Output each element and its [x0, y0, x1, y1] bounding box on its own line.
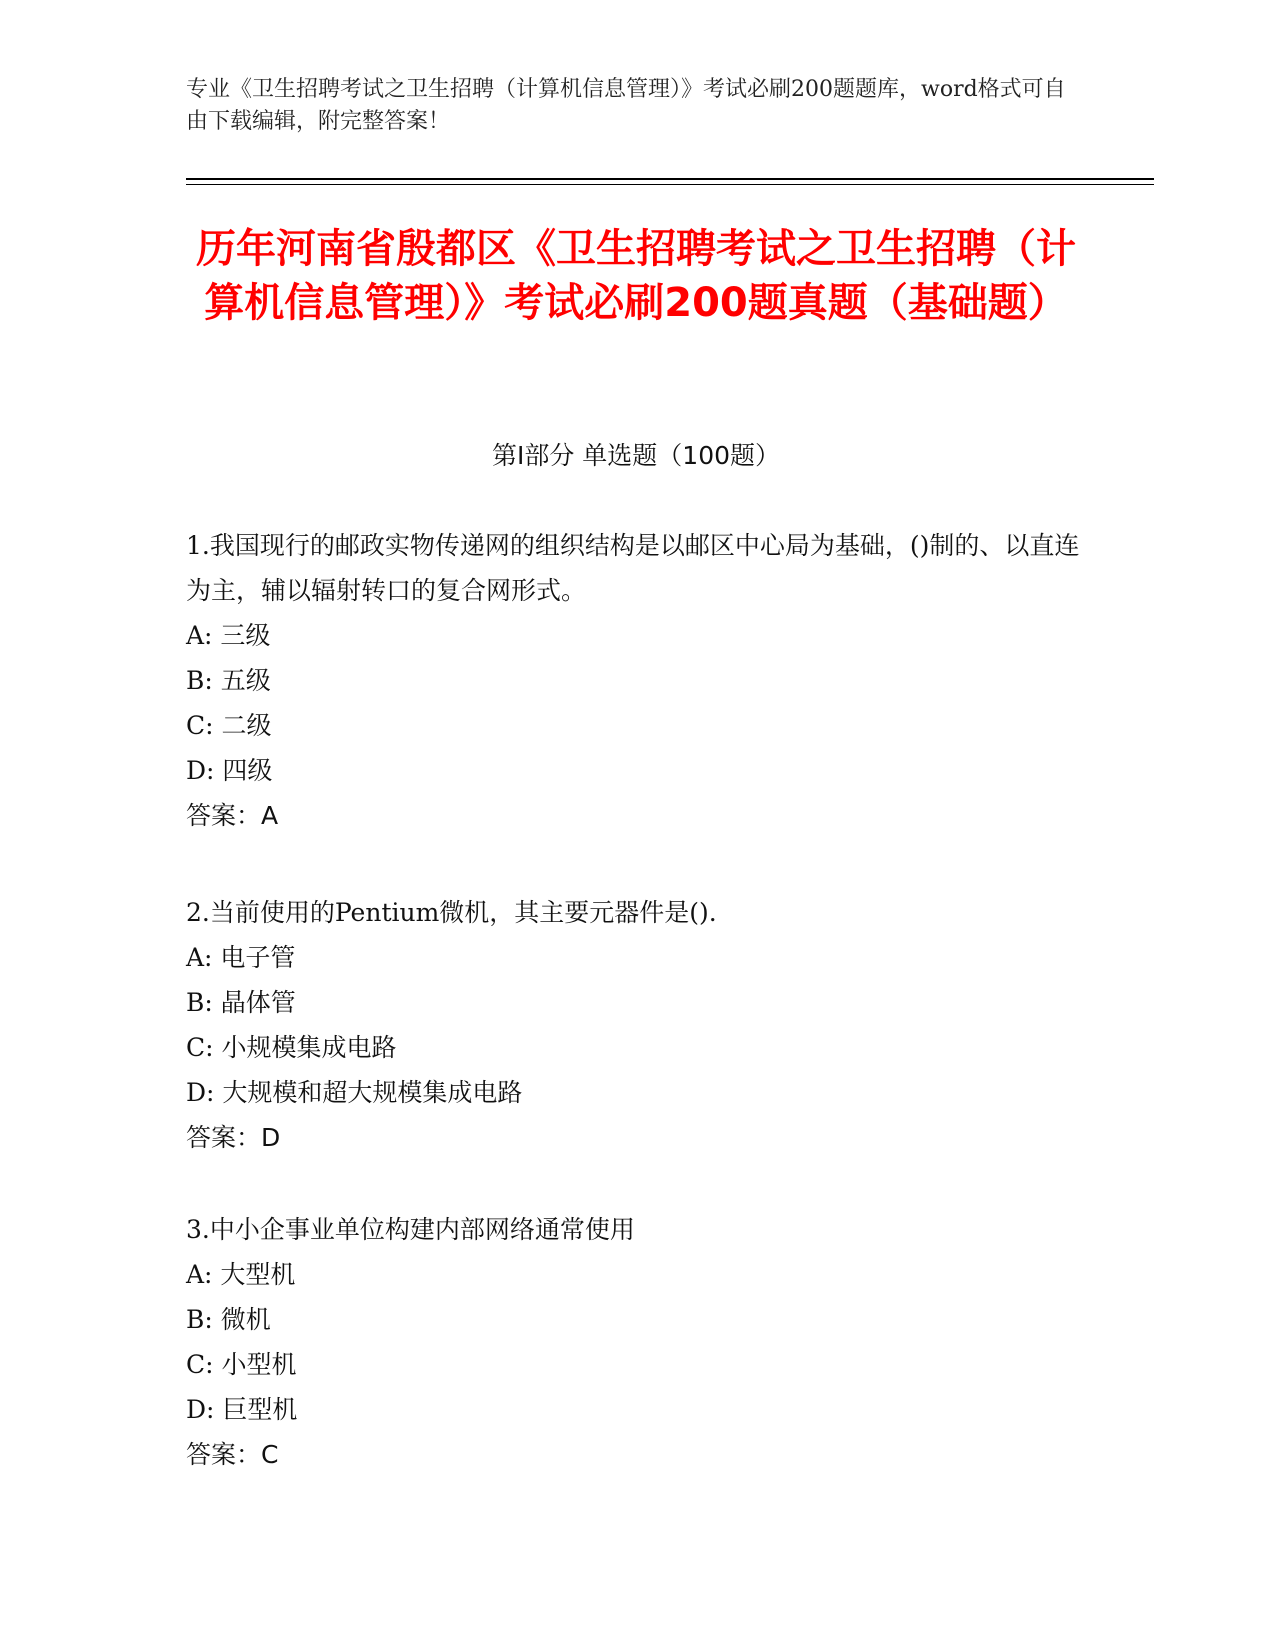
header-note: 专业《卫生招聘考试之卫生招聘（计算机信息管理）》考试必刷200题题库，word格式可自由下载编辑，附完整答案！ — [186, 77, 1066, 134]
option-b: B: 五级 — [186, 666, 271, 695]
section-title: 第Ⅰ部分 单选题（100题） — [491, 441, 781, 470]
option-a: A: 三级 — [186, 621, 271, 650]
option-c: C: 二级 — [186, 711, 272, 740]
option-d: D: 大规模和超大规模集成电路 — [186, 1078, 523, 1107]
question-stem: 2.当前使用的Pentium微机，其主要元器件是(). — [186, 898, 717, 927]
question-item — [186, 523, 1086, 838]
option-d: D: 四级 — [186, 756, 273, 785]
option-d: D: 巨型机 — [186, 1395, 298, 1424]
document-title: 历年河南省殷都区《卫生招聘考试之卫生招聘（计算机信息管理）》考试必刷200题真题（基础题） — [196, 226, 1076, 326]
option-b: B: 微机 — [186, 1305, 271, 1334]
question-stem: 1.我国现行的邮政实物传递网的组织结构是以邮区中心局为基础，()制的、以直连为主，辅以辐射转口的复合网形式。 — [186, 531, 1080, 605]
header-rule-thick — [186, 178, 1154, 180]
question-item — [186, 1207, 1086, 1477]
answer-label: 答案：C — [186, 1440, 279, 1469]
header-rule-thin — [186, 184, 1154, 185]
option-a: A: 电子管 — [186, 943, 296, 972]
answer-label: 答案：D — [186, 1123, 281, 1152]
option-a: A: 大型机 — [186, 1260, 296, 1289]
question-stem: 3.中小企事业单位构建内部网络通常使用 — [186, 1215, 635, 1244]
answer-label: 答案：A — [186, 801, 279, 830]
question-item — [186, 890, 1086, 1160]
option-c: C: 小规模集成电路 — [186, 1033, 397, 1062]
option-c: C: 小型机 — [186, 1350, 297, 1379]
option-b: B: 晶体管 — [186, 988, 296, 1017]
